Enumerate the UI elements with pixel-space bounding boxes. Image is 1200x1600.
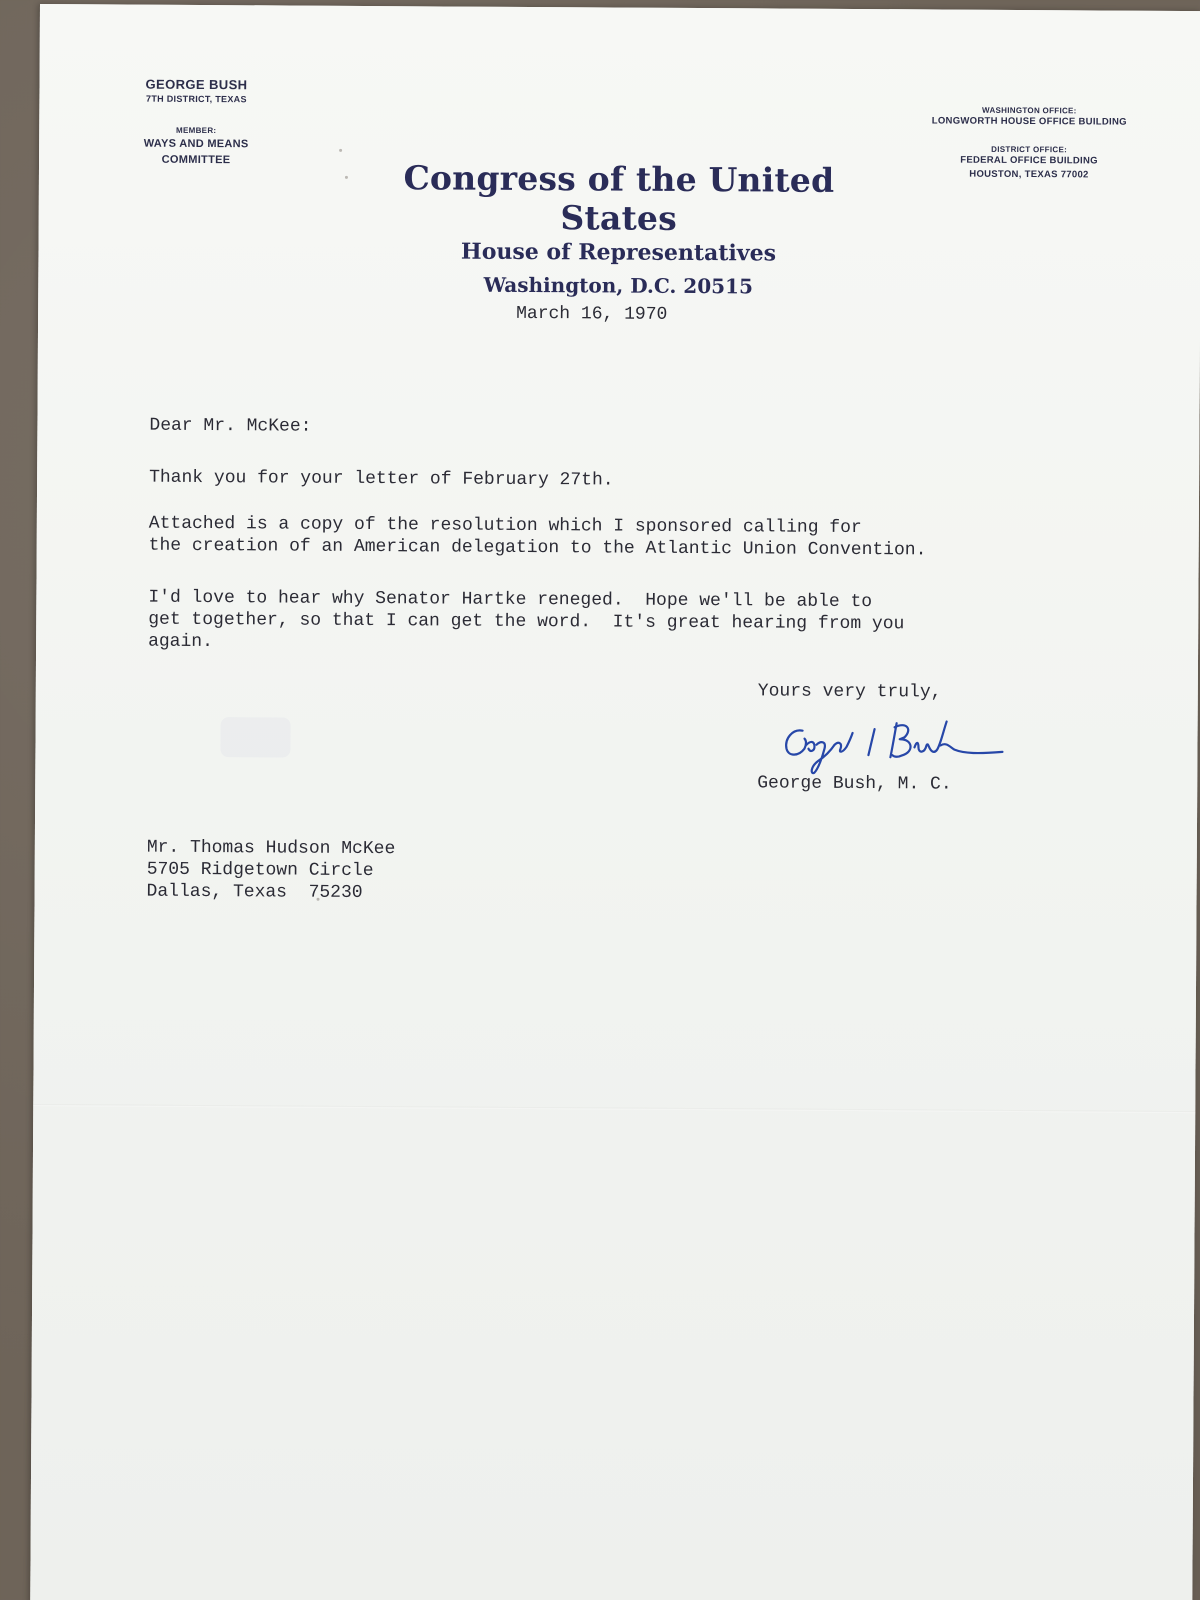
address-line: 5705 Ridgetown Circle bbox=[146, 859, 374, 882]
member-label: MEMBER: bbox=[176, 125, 217, 136]
letterhead-city: Washington, D.C. 20515 bbox=[483, 272, 754, 299]
closing: Yours very truly, bbox=[757, 681, 942, 703]
paragraph-2 bbox=[149, 513, 927, 562]
letterhead-subtitle: House of Representatives bbox=[460, 238, 777, 267]
office-info bbox=[909, 105, 1149, 182]
letterhead-title: Congress of the United States bbox=[403, 158, 835, 238]
paper-speck bbox=[317, 898, 320, 901]
salutation: Dear Mr. McKee: bbox=[149, 415, 312, 437]
handwritten-signature bbox=[780, 711, 1030, 783]
paragraph-3 bbox=[148, 587, 905, 658]
member-district: 7TH DISTRICT, TEXAS bbox=[146, 93, 247, 105]
paragraph-1: Thank you for your letter of February 27th. bbox=[149, 467, 614, 491]
member-name: GEORGE BUSH bbox=[145, 76, 248, 93]
district-office-line-2: HOUSTON, TEXAS 77002 bbox=[969, 168, 1089, 181]
signer-name: George Bush, M. C. bbox=[757, 773, 952, 795]
paragraph-3-line: get together, so that I can get the word. It's great hearing from you bbox=[148, 609, 905, 635]
address-line: Mr. Thomas Hudson McKee bbox=[146, 837, 396, 860]
district-office-label: DISTRICT OFFICE: bbox=[991, 144, 1068, 155]
member-info bbox=[111, 76, 282, 167]
washington-office: LONGWORTH HOUSE OFFICE BUILDING bbox=[931, 115, 1127, 128]
washington-office-label: WASHINGTON OFFICE: bbox=[982, 105, 1077, 116]
committee-line-1: WAYS AND MEANS bbox=[143, 137, 249, 151]
letter-date: March 16, 1970 bbox=[516, 303, 668, 325]
recipient-address bbox=[147, 837, 396, 905]
address-line: Dallas, Texas 75230 bbox=[146, 881, 363, 903]
paper-fold bbox=[33, 1104, 1195, 1113]
paragraph-3-line: again. bbox=[148, 631, 213, 653]
letter-page bbox=[30, 4, 1200, 1600]
committee-line-2: COMMITTEE bbox=[161, 153, 231, 167]
faint-stain bbox=[220, 717, 290, 757]
letterhead-title-block bbox=[378, 158, 859, 299]
paragraph-2-line: Attached is a copy of the resolution which I sponsored calling for bbox=[148, 513, 862, 539]
district-office-line-1: FEDERAL OFFICE BUILDING bbox=[960, 154, 1098, 167]
paragraph-2-line: the creation of an American delegation to the Atlantic Union Convention. bbox=[148, 535, 927, 561]
paragraph-3-line: I'd love to hear why Senator Hartke reneged. Hope we'll be able to bbox=[148, 587, 873, 613]
paper-speck bbox=[345, 176, 348, 179]
paper-speck bbox=[339, 149, 342, 152]
